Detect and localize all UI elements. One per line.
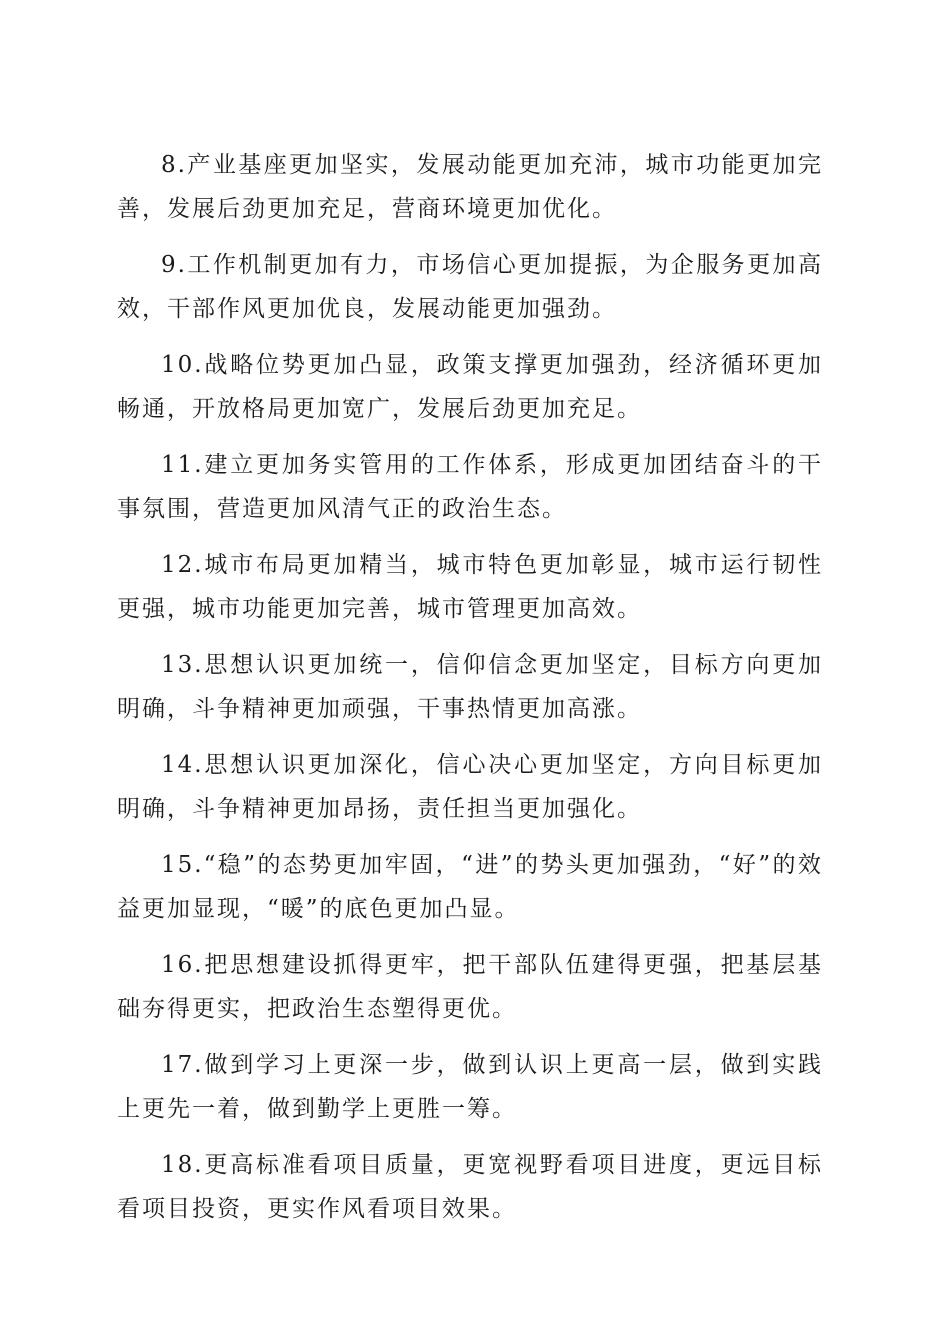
item-number: 18. xyxy=(161,1152,204,1178)
list-item xyxy=(117,543,823,631)
item-text: 做到学习上更深一步，做到认识上更高一层，做到实践上更先一着，做到勤学上更胜一筹。 xyxy=(117,1052,823,1122)
list-item xyxy=(117,943,823,1031)
item-text: 思想认识更加深化，信心决心更加坚定，方向目标更加明确，斗争精神更加昂扬，责任担当更加强化。 xyxy=(117,752,823,822)
item-text: 建立更加务实管用的工作体系，形成更加团结奋斗的干事氛围，营造更加风清气正的政治生态。 xyxy=(117,452,823,522)
document-body xyxy=(117,143,823,1243)
list-item xyxy=(117,343,823,431)
item-text: 把思想建设抓得更牢，把干部队伍建得更强，把基层基础夯得更实，把政治生态塑得更优。 xyxy=(117,952,823,1022)
item-text: 更高标准看项目质量，更宽视野看项目进度，更远目标看项目投资，更实作风看项目效果。 xyxy=(117,1152,823,1222)
item-text: 思想认识更加统一，信仰信念更加坚定，目标方向更加明确，斗争精神更加顽强，干事热情更加高涨。 xyxy=(117,652,823,722)
item-text: 城市布局更加精当，城市特色更加彰显，城市运行韧性更强，城市功能更加完善，城市管理更加高效。 xyxy=(117,552,823,622)
item-text: 战略位势更加凸显，政策支撑更加强劲，经济循环更加畅通，开放格局更加宽广，发展后劲更加充足。 xyxy=(117,352,823,422)
item-number: 8. xyxy=(161,152,187,178)
item-text: 工作机制更加有力，市场信心更加提振，为企服务更加高效，干部作风更加优良，发展动能更加强劲。 xyxy=(117,252,823,322)
item-number: 12. xyxy=(161,552,204,578)
list-item xyxy=(117,1043,823,1131)
item-text: 产业基座更加坚实，发展动能更加充沛，城市功能更加完善，发展后劲更加充足，营商环境更加优化。 xyxy=(117,152,823,222)
item-number: 14. xyxy=(161,752,204,778)
item-number: 17. xyxy=(161,1052,204,1078)
list-item xyxy=(117,1143,823,1231)
item-text: “稳”的态势更加牢固，“进”的势头更加强劲，“好”的效益更加显现，“暖”的底色更加凸显。 xyxy=(117,852,823,922)
list-item xyxy=(117,143,823,231)
list-item xyxy=(117,843,823,931)
list-item xyxy=(117,243,823,331)
item-number: 13. xyxy=(161,652,204,678)
item-number: 10. xyxy=(161,352,204,378)
item-number: 9. xyxy=(161,252,187,278)
list-item xyxy=(117,743,823,831)
list-item xyxy=(117,643,823,731)
item-number: 16. xyxy=(161,952,204,978)
item-number: 15. xyxy=(161,852,204,878)
list-item xyxy=(117,443,823,531)
item-number: 11. xyxy=(161,452,204,478)
